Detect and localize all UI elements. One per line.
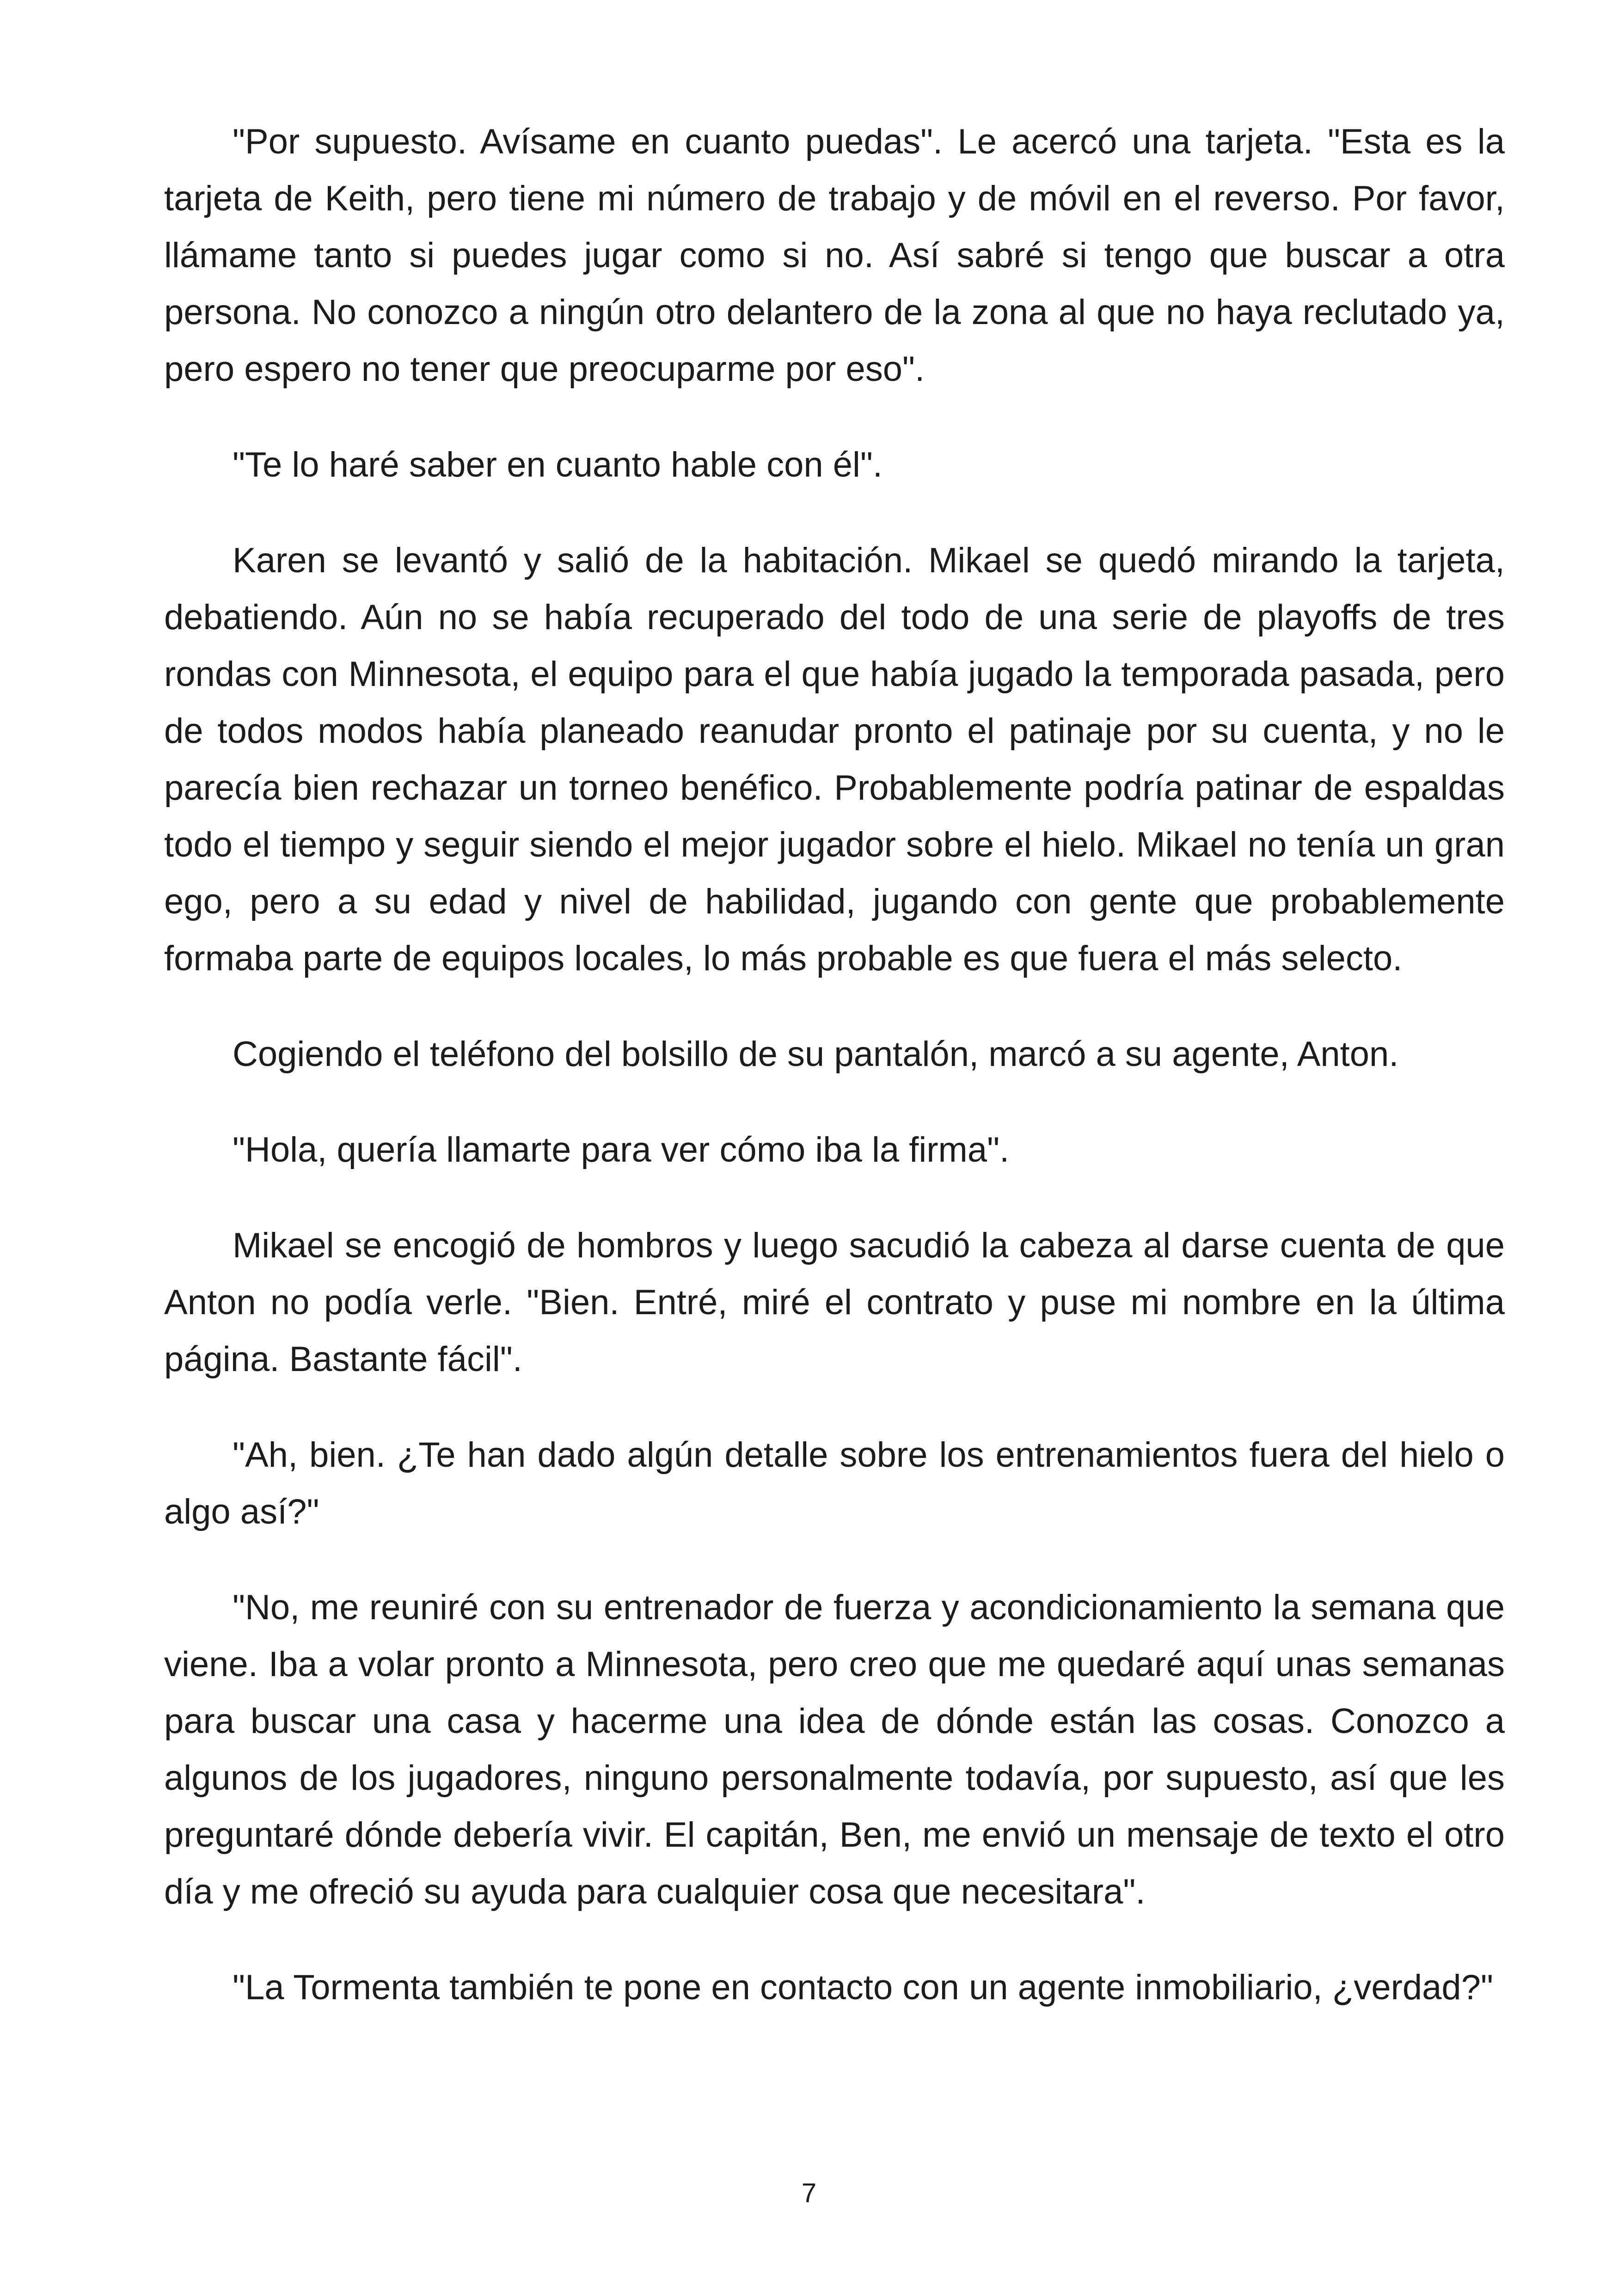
page-number: 7: [801, 2178, 817, 2208]
paragraph: Cogiendo el teléfono del bolsillo de su pantalón, marcó a su agente, Anton.: [233, 1035, 1399, 1074]
paragraph: "Por supuesto. Avísame en cuanto puedas". Le acercó una tarjeta. "Esta es la tarjeta de Keith, pero tiene mi número de trabajo y de móvil en el reverso. Por favor, llámame tanto si puedes jugar como si no. Así sabré si tengo que buscar a otra persona. No conozco a ningún otro delantero de la zona al que no haya reclutado ya, pero espero no tener que preocuparme por eso".: [164, 122, 1505, 389]
paragraph: "Ah, bien. ¿Te han dado algún detalle sobre los entrenamientos fuera del hielo o algo así?": [164, 1435, 1505, 1531]
paragraph: "La Tormenta también te pone en contacto con un agente inmobiliario, ¿verdad?": [233, 1968, 1493, 2007]
paragraph: Karen se levantó y salió de la habitación. Mikael se quedó mirando la tarjeta, debatiendo. Aún no se había recuperado del todo de una serie de playoffs de tres rondas con Minnesota, el equipo para el que había jugado la temporada pasada, pero de todos modos había planeado reanudar pronto el patinaje por su cuenta, y no le parecía bien rechazar un torneo benéfico. Probablemente podría patinar de espaldas todo el tiempo y seguir siendo el mejor jugador sobre el hielo. Mikael no tenía un gran ego, pero a su edad y nivel de habilidad, jugando con gente que probablemente formaba parte de equipos locales, lo más probable es que fuera el más selecto.: [164, 541, 1505, 978]
paragraph: "No, me reuniré con su entrenador de fuerza y acondicionamiento la semana que viene. Iba a volar pronto a Minnesota, pero creo que me quedaré aquí unas semanas para buscar una casa y hacerme una idea de dónde están las cosas. Conozco a algunos de los jugadores, ninguno personalmente todavía, por supuesto, así que les preguntaré dónde debería vivir. El capitán, Ben, me envió un mensaje de texto el otro día y me ofreció su ayuda para cualquier cosa que necesitara".: [164, 1588, 1505, 1911]
document-page: [164, 113, 1505, 2055]
paragraph: "Te lo haré saber en cuanto hable con él".: [233, 445, 883, 484]
paragraph: Mikael se encogió de hombros y luego sacudió la cabeza al darse cuenta de que Anton no podía verle. "Bien. Entré, miré el contrato y puse mi nombre en la última página. Bastante fácil".: [164, 1226, 1505, 1379]
paragraph: "Hola, quería llamarte para ver cómo iba la firma".: [233, 1130, 1010, 1169]
